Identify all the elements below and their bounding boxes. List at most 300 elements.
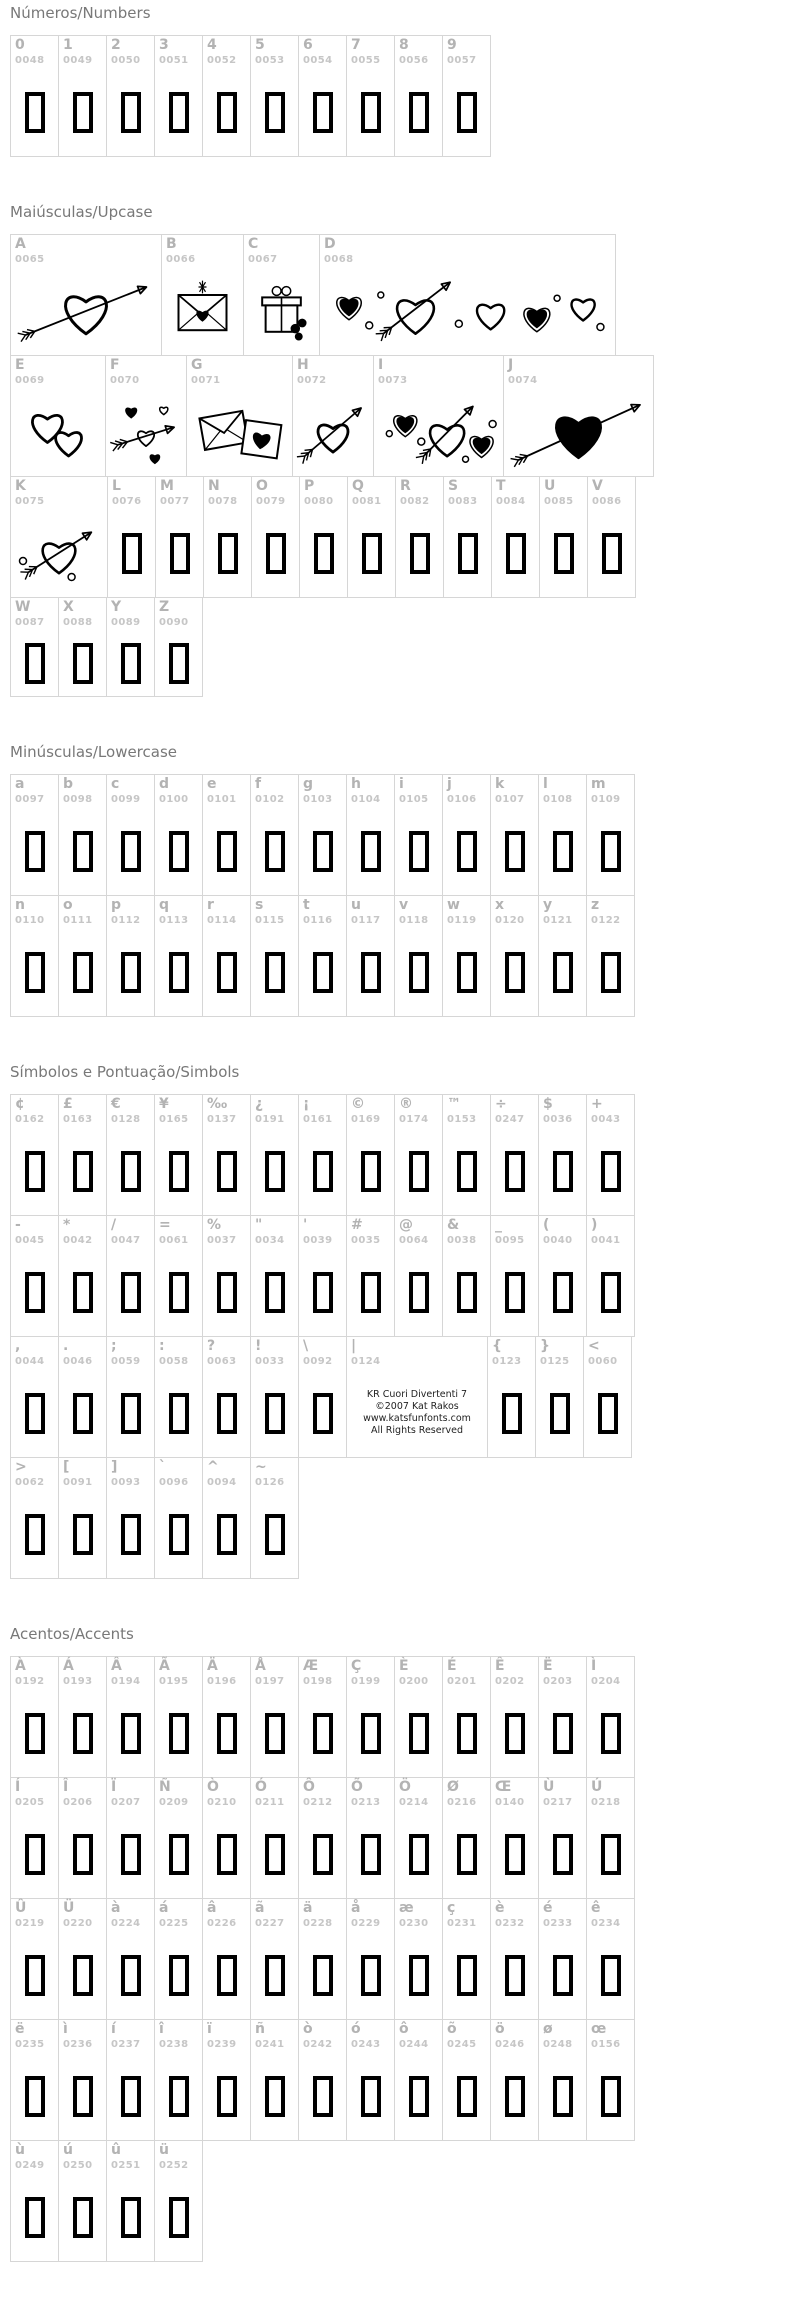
missing-glyph [203,1250,250,1334]
glyph-cell-0105 [394,774,443,896]
missing-glyph-box [265,92,285,133]
missing-glyph-box [25,1514,45,1555]
glyph-code: 0234 [591,1918,620,1929]
glyph-cell-0084 [491,476,540,598]
glyph-char: Ë [543,1658,553,1674]
missing-glyph [251,1250,298,1334]
glyph-cell-0229 [346,1898,395,2020]
missing-glyph [299,809,346,893]
glyph-char: r [207,897,214,913]
glyph-code: 0243 [351,2039,380,2050]
glyph-cell-0128 [106,1094,155,1216]
glyph-char: | [351,1338,356,1354]
glyph-cell-0198 [298,1656,347,1778]
missing-glyph [443,1933,490,2017]
glyph-code: 0080 [304,496,333,507]
glyph-cell-0041 [586,1215,635,1337]
missing-glyph-box [457,2076,477,2117]
missing-glyph [395,2054,442,2138]
glyph-char: * [63,1217,70,1233]
glyph-code: 0117 [351,915,380,926]
glyph-char: e [207,776,217,792]
missing-glyph-box [217,92,237,133]
glyph-row [10,1094,810,1216]
glyph-code: 0040 [543,1235,572,1246]
missing-glyph [443,1691,490,1775]
missing-glyph-box [602,533,622,574]
missing-glyph-box [73,1272,93,1313]
missing-glyph [491,1129,538,1213]
hearts-trio-glyph [374,390,503,474]
missing-glyph [11,70,58,154]
glyph-cell-0224 [106,1898,155,2020]
missing-glyph [155,1933,202,2017]
glyph-char: [ [63,1459,69,1475]
missing-glyph [11,1129,58,1213]
glyph-char: ì [63,2021,68,2037]
missing-glyph [252,511,299,595]
missing-glyph [443,70,490,154]
glyph-code: 0100 [159,794,188,805]
glyph-cell-0110 [10,895,59,1017]
glyph-code: 0093 [111,1477,140,1488]
missing-glyph [107,1691,154,1775]
missing-glyph [395,70,442,154]
glyph-code: 0206 [63,1797,92,1808]
missing-glyph-box [73,2076,93,2117]
glyph-cell-0033 [250,1336,299,1458]
glyph-code: 0252 [159,2160,188,2171]
glyph-code: 0102 [255,794,284,805]
glyph-char: f [255,776,261,792]
missing-glyph-box [409,1713,429,1754]
missing-glyph-box [121,1514,141,1555]
glyph-code: 0204 [591,1676,620,1687]
missing-glyph [395,1250,442,1334]
missing-glyph-box [265,1151,285,1192]
missing-glyph [251,1812,298,1896]
glyph-code: 0235 [15,2039,44,2050]
missing-glyph [587,2054,634,2138]
glyph-char: ) [591,1217,597,1233]
missing-glyph [587,1250,634,1334]
glyph-code: 0162 [15,1114,44,1125]
glyph-char: ' [303,1217,307,1233]
glyph-char: F [110,357,120,373]
glyph-char: E [15,357,25,373]
missing-glyph [443,809,490,893]
missing-glyph [539,1812,586,1896]
glyph-cell-0081 [347,476,396,598]
glyph-cell-0098 [58,774,107,896]
missing-glyph-box [266,533,286,574]
glyph-code: 0125 [540,1356,569,1367]
missing-glyph [444,511,491,595]
glyph-code: 0137 [207,1114,236,1125]
glyph-code: 0225 [159,1918,188,1929]
missing-glyph-box [121,2197,141,2238]
glyph-cell-0212 [298,1777,347,1899]
missing-glyph [155,1250,202,1334]
glyph-cell-0049 [58,35,107,157]
missing-glyph-box [409,92,429,133]
glyph-cell-0235 [10,2019,59,2141]
glyph-row [10,774,810,896]
missing-glyph-box [601,1713,621,1754]
glyph-cell-0233 [538,1898,587,2020]
missing-glyph [347,930,394,1014]
missing-glyph-box [313,831,333,872]
glyph-cell-0118 [394,895,443,1017]
glyph-char: O [256,478,268,494]
section-title-uppercase: Maiúsculas/Upcase [10,203,810,221]
glyph-char: Æ [303,1658,318,1674]
glyph-cell-0073 [373,355,504,477]
missing-glyph [539,1250,586,1334]
glyph-cell-0086 [587,476,636,598]
missing-glyph [251,1129,298,1213]
glyph-cell-0252 [154,2140,203,2262]
missing-glyph [587,930,634,1014]
glyph-char: @ [399,1217,413,1233]
glyph-row [10,895,810,1017]
missing-glyph [347,1691,394,1775]
missing-glyph-box [457,1272,477,1313]
glyph-cell-0075 [10,476,108,598]
glyph-code: 0042 [63,1235,92,1246]
glyph-char: 4 [207,37,217,53]
missing-glyph [491,930,538,1014]
missing-glyph-box [73,1514,93,1555]
glyph-char: Å [255,1658,266,1674]
glyph-code: 0062 [15,1477,44,1488]
glyph-code: 0220 [63,1918,92,1929]
missing-glyph-box [601,1272,621,1313]
glyph-char: _ [495,1217,502,1233]
glyph-char: k [495,776,504,792]
missing-glyph-box [409,1955,429,1996]
missing-glyph [155,70,202,154]
missing-glyph-box [457,1834,477,1875]
missing-glyph [155,632,202,694]
hearts-border-glyph [320,269,615,353]
missing-glyph [299,70,346,154]
missing-glyph [299,1250,346,1334]
missing-glyph-box [361,952,381,993]
glyph-char: m [591,776,606,792]
missing-glyph-box [313,952,333,993]
missing-glyph [443,1812,490,1896]
glyph-char: í [111,2021,116,2037]
glyph-code: 0238 [159,2039,188,2050]
missing-glyph [59,632,106,694]
glyph-code: 0091 [63,1477,92,1488]
font-credit-line: All Rights Reserved [363,1425,471,1437]
missing-glyph-box [25,831,45,872]
missing-glyph [584,1371,631,1455]
glyph-char: ~ [255,1459,267,1475]
missing-glyph [203,1691,250,1775]
glyph-char: 1 [63,37,73,53]
glyph-char: # [351,1217,363,1233]
missing-glyph [539,1691,586,1775]
glyph-code: 0063 [207,1356,236,1367]
glyph-code: 0194 [111,1676,140,1687]
glyph-code: 0111 [63,915,92,926]
missing-glyph-box [505,1272,525,1313]
missing-glyph [540,511,587,595]
missing-glyph-box [73,831,93,872]
missing-glyph [155,1492,202,1576]
glyph-cell-0095 [490,1215,539,1337]
glyph-char: g [303,776,313,792]
glyph-char: + [591,1096,603,1112]
missing-glyph-box [121,1151,141,1192]
glyph-code: 0057 [447,55,476,66]
glyph-code: 0214 [399,1797,428,1808]
glyph-cell-0243 [346,2019,395,2141]
glyph-char: A [15,236,26,252]
missing-glyph-box [121,1272,141,1313]
glyph-row [10,476,810,598]
two-hearts-icon [14,392,102,472]
missing-glyph-box [313,92,333,133]
missing-glyph-box [25,2076,45,2117]
glyph-char: ë [15,2021,25,2037]
glyph-code: 0233 [543,1918,572,1929]
two-hearts-glyph [11,390,105,474]
missing-glyph-box [73,1713,93,1754]
glyph-char: Ñ [159,1779,171,1795]
glyph-char: p [111,897,121,913]
section-title-numbers: Números/Numbers [10,4,810,22]
glyph-char: N [208,478,220,494]
missing-glyph-box [313,1713,333,1754]
missing-glyph [348,511,395,595]
glyph-char: Â [111,1658,122,1674]
glyph-char: ® [399,1096,413,1112]
missing-glyph [59,1691,106,1775]
glyph-char: 7 [351,37,361,53]
glyph-code: 0086 [592,496,621,507]
glyph-code: 0085 [544,496,573,507]
glyph-char: W [15,599,30,615]
glyph-code: 0174 [399,1114,428,1125]
glyph-char: R [400,478,411,494]
glyph-code: 0123 [492,1356,521,1367]
glyph-char: Î [63,1779,68,1795]
glyph-cell-0153 [442,1094,491,1216]
glyph-cell-0087 [10,597,59,697]
glyph-cell-0123 [487,1336,536,1458]
missing-glyph [11,1371,58,1455]
missing-glyph-box [361,1151,381,1192]
heart-arrow-sketch-glyph [11,269,161,353]
glyph-code: 0251 [111,2160,140,2171]
glyph-code: 0244 [399,2039,428,2050]
glyph-code: 0068 [324,254,353,265]
glyph-code: 0084 [496,496,525,507]
glyph-char: ; [111,1338,117,1354]
glyph-cell-0089 [106,597,155,697]
glyph-code: 0207 [111,1797,140,1808]
missing-glyph-box [169,1514,189,1555]
section-title-lowercase: Minúsculas/Lowercase [10,743,810,761]
glyph-code: 0198 [303,1676,332,1687]
missing-glyph [488,1371,535,1455]
glyph-char: É [447,1658,457,1674]
missing-glyph-box [121,952,141,993]
glyph-code: 0092 [303,1356,332,1367]
glyph-code: 0095 [495,1235,524,1246]
font-credit-line: ©2007 Kat Rakos [363,1401,471,1413]
glyph-char: j [447,776,452,792]
glyph-code: 0059 [111,1356,140,1367]
glyph-char: D [324,236,336,252]
heart-arrow-glyph [293,390,373,474]
glyph-cell-0207 [106,1777,155,1899]
missing-glyph [299,1129,346,1213]
glyph-code: 0128 [111,1114,140,1125]
glyph-code: 0058 [159,1356,188,1367]
glyph-code: 0122 [591,915,620,926]
glyph-char: Û [15,1900,26,1916]
glyph-cell-0068 [319,234,616,356]
glyph-cell-0074 [503,355,654,477]
missing-glyph [155,1129,202,1213]
glyph-code: 0046 [63,1356,92,1367]
glyph-char: õ [447,2021,457,2037]
glyph-code: 0209 [159,1797,188,1808]
missing-glyph-box [265,1955,285,1996]
glyph-code: 0161 [303,1114,332,1125]
glyph-code: 0246 [495,2039,524,2050]
missing-glyph [59,1812,106,1896]
glyph-code: 0087 [15,617,44,628]
glyph-code: 0227 [255,1918,284,1929]
missing-glyph [491,1691,538,1775]
glyph-cell-0242 [298,2019,347,2141]
glyph-char: \ [303,1338,308,1354]
glyph-char: ( [543,1217,549,1233]
glyph-code: 0228 [303,1918,332,1929]
glyph-char: h [351,776,361,792]
glyph-cell-0058 [154,1336,203,1458]
glyph-char: T [496,478,506,494]
gift-box-glyph [244,269,319,353]
glyph-code: 0210 [207,1797,236,1808]
missing-glyph [203,70,250,154]
glyph-char: J [508,357,513,373]
missing-glyph-box [169,1151,189,1192]
missing-glyph-box [553,2076,573,2117]
missing-glyph-box [73,92,93,133]
missing-glyph [251,930,298,1014]
glyph-char: ò [303,2021,313,2037]
missing-glyph-box [313,1272,333,1313]
glyph-cell-0090 [154,597,203,697]
glyph-cell-0225 [154,1898,203,2020]
glyph-code: 0236 [63,2039,92,2050]
glyph-char: ù [15,2142,25,2158]
glyph-char: Ü [63,1900,74,1916]
glyph-code: 0104 [351,794,380,805]
glyph-char: ‰ [207,1096,227,1112]
glyph-char: ` [159,1459,166,1475]
glyph-code: 0197 [255,1676,284,1687]
glyph-cell-0122 [586,895,635,1017]
missing-glyph-box [73,1955,93,1996]
glyph-cell-0214 [394,1777,443,1899]
glyph-cell-0194 [106,1656,155,1778]
glyph-cell-0205 [10,1777,59,1899]
missing-glyph-box [505,831,525,872]
missing-glyph-box [73,643,93,684]
glyph-code: 0082 [400,496,429,507]
glyph-code: 0052 [207,55,236,66]
missing-glyph [395,1933,442,2017]
glyph-cell-0116 [298,895,347,1017]
heart-arrow-icon [296,392,370,472]
missing-glyph [347,70,394,154]
glyph-code: 0232 [495,1918,524,1929]
missing-glyph [203,809,250,893]
glyph-char: î [159,2021,164,2037]
missing-glyph [443,930,490,1014]
glyph-code: 0248 [543,2039,572,2050]
missing-glyph [155,2054,202,2138]
glyph-cell-0051 [154,35,203,157]
missing-glyph-box [169,952,189,993]
glyph-char: ¢ [15,1096,25,1112]
glyph-cell-0037 [202,1215,251,1337]
glyph-char: i [399,776,404,792]
missing-glyph [59,809,106,893]
glyph-code: 0169 [351,1114,380,1125]
missing-glyph-box [598,1393,618,1434]
missing-glyph-box [217,1514,237,1555]
glyph-cell-0247 [490,1094,539,1216]
missing-glyph [491,1812,538,1896]
glyph-code: 0113 [159,915,188,926]
glyph-row [10,35,810,157]
glyph-cell-0038 [442,1215,491,1337]
glyph-cell-0115 [250,895,299,1017]
glyph-code: 0119 [447,915,476,926]
missing-glyph [347,1812,394,1896]
missing-glyph-box [121,1393,141,1434]
missing-glyph-box [550,1393,570,1434]
missing-glyph-box [217,831,237,872]
small-hearts-arrow-glyph [106,390,186,474]
glyph-table-symbols [10,1094,810,1579]
glyph-code: 0103 [303,794,332,805]
missing-glyph-box [25,643,45,684]
glyph-char: ã [255,1900,264,1916]
missing-glyph-box [73,1151,93,1192]
glyph-char: % [207,1217,221,1233]
glyph-code: 0245 [447,2039,476,2050]
glyph-char: ñ [255,2021,265,2037]
glyph-char: Ã [159,1658,170,1674]
glyph-table-uppercase [10,234,810,697]
glyph-code: 0115 [255,915,284,926]
glyph-code: 0089 [111,617,140,628]
missing-glyph-box [169,92,189,133]
glyph-char: ^ [207,1459,219,1475]
glyph-code: 0043 [591,1114,620,1125]
missing-glyph-box [313,1834,333,1875]
